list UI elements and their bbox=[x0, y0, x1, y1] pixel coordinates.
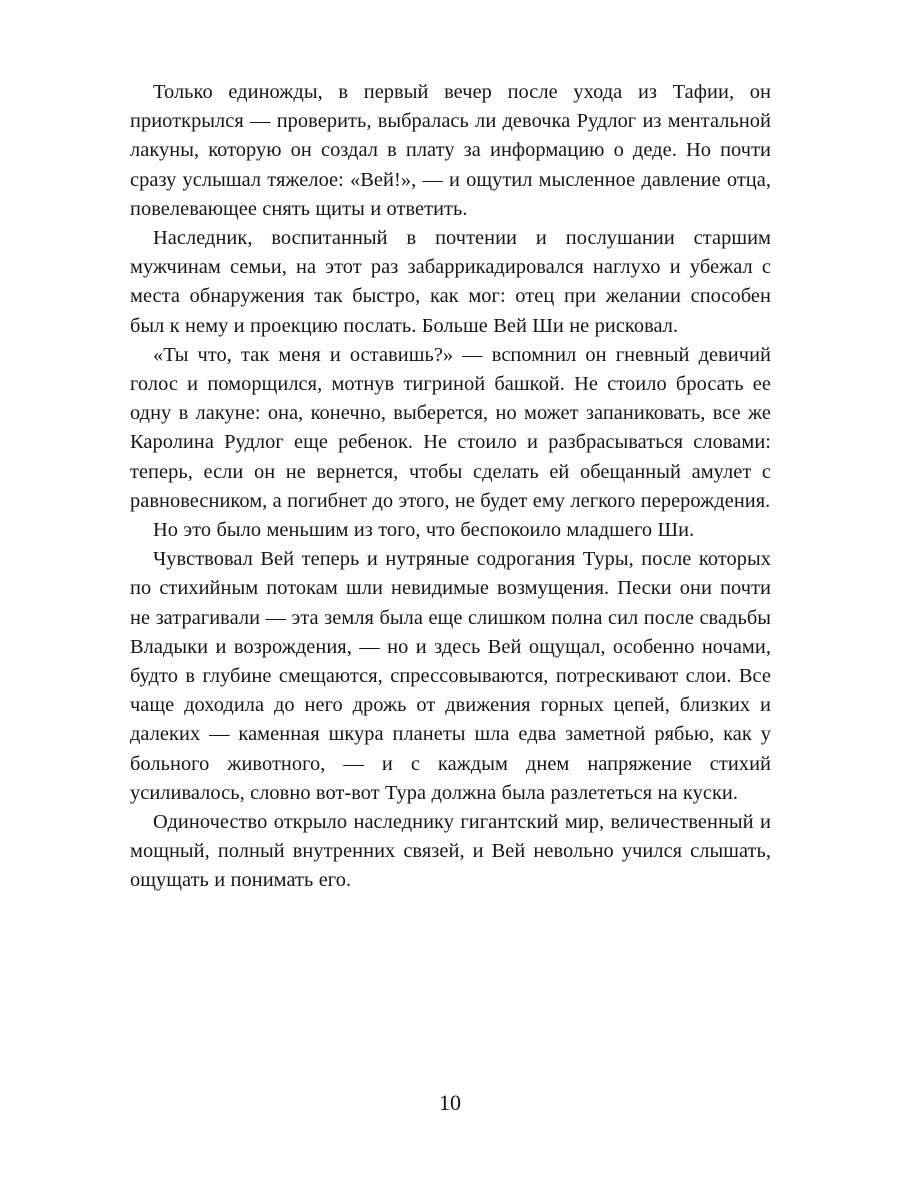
scene-break-spacer bbox=[130, 896, 771, 925]
page-text-column bbox=[130, 78, 771, 925]
body-paragraph-6: Одиночество открыло наследнику гигантский мир, величественный и мощный, полный внутренних связей, и Вей невольно учился слышать, ощущать и понимать его. bbox=[130, 811, 771, 892]
body-paragraph-2: Наследник, воспитанный в почтении и послушании старшим мужчинам семьи, на этот раз забаррикадировался наглухо и убежал с места обнаружения так быстро, как мог: отец при желании способен был к нему и проекцию послать. Больше Вей Ши не рисковал. bbox=[130, 227, 771, 337]
body-paragraph-5: Чувствовал Вей теперь и нутряные содрогания Туры, после которых по стихийным потокам шли невидимые возмущения. Пески они почти не затрагивали — эта земля была еще слишком полна сил после свадьбы Владыки и возрождения, — но и здесь Вей ощущал, особенно ночами, будто в глубине смещаются, спрессовываются, потрескивают слои. Все чаще доходила до него дрожь от движения горных цепей, близких и далеких — каменная шкура планеты шла едва заметной рябью, как у больного животного, — и с каждым днем напряжение стихий усиливалось, словно вот-вот Тура должна была разлететься на куски. bbox=[130, 548, 771, 804]
page-number: 10 bbox=[439, 1090, 461, 1115]
body-paragraph-4: Но это было меньшим из того, что беспокоило младшего Ши. bbox=[153, 519, 695, 542]
body-paragraph-3: «Ты что, так меня и оставишь?» — вспомнил он гневный девичий голос и поморщился, мотнув тигриной башкой. Не стоило бросать ее одну в лакуне: она, конечно, выберется, но может запаниковать, все же Каролина Рудлог еще ребенок. Не стоило и разбрасываться словами: теперь, если он не вернется, чтобы сделать ей обещанный амулет с равновесником, а погибнет до этого, не будет ему легкого перерождения. bbox=[130, 343, 771, 512]
body-paragraph-1: Только единожды, в первый вечер после ухода из Тафии, он приоткрылся — проверить, выбралась ли девочка Рудлог из ментальной лакуны, которую он создал в плату за информацию о деде. Но почти сразу услышал тяжелое: «Вей!», — и ощутил мысленное давление отца, повелевающее снять щиты и ответить. bbox=[130, 81, 771, 220]
